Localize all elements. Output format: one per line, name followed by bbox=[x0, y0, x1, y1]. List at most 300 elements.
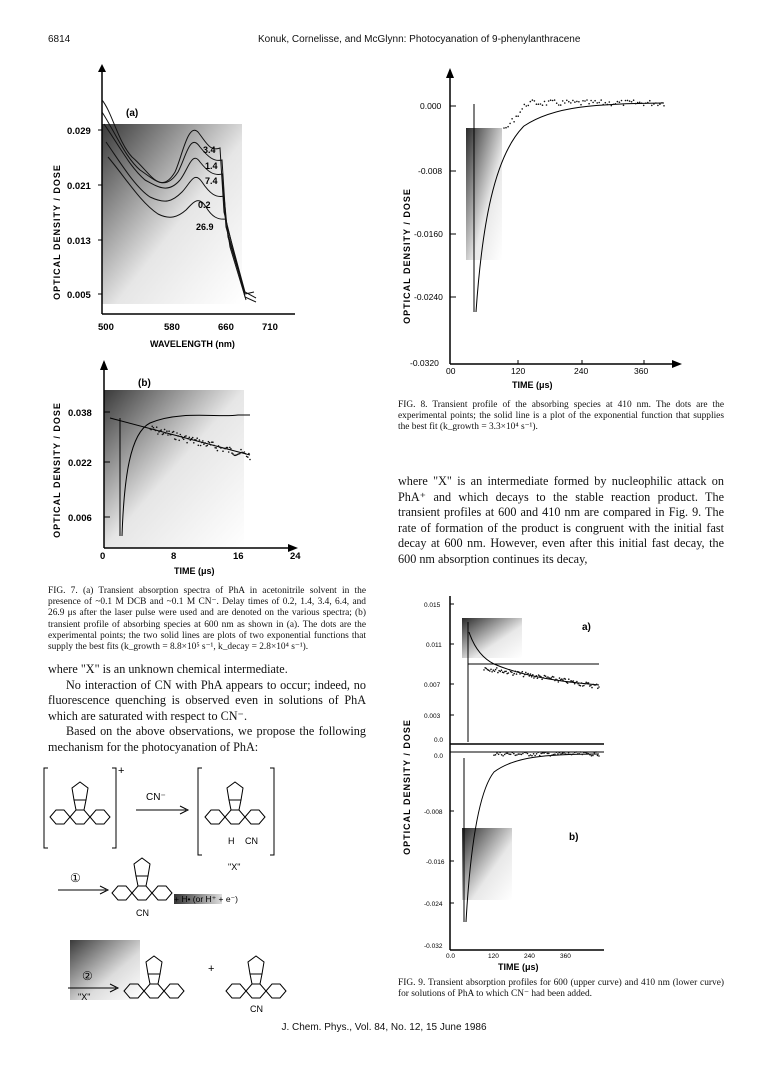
running-header bbox=[48, 34, 728, 48]
data-point bbox=[528, 105, 530, 107]
data-point bbox=[562, 679, 564, 681]
data-point bbox=[560, 753, 562, 755]
data-point bbox=[160, 429, 162, 431]
data-point bbox=[495, 669, 497, 671]
x-tick-label: 0.0 bbox=[446, 953, 456, 960]
data-point bbox=[187, 438, 189, 440]
data-point bbox=[213, 445, 215, 447]
data-point bbox=[202, 440, 204, 442]
data-point bbox=[592, 102, 594, 104]
data-point bbox=[574, 683, 576, 685]
data-point bbox=[594, 100, 596, 102]
step-2-marker: ② bbox=[82, 969, 93, 983]
y-tick-label: 0.006 bbox=[68, 513, 92, 524]
data-point bbox=[543, 752, 545, 754]
data-point bbox=[516, 673, 518, 675]
data-point bbox=[554, 753, 556, 755]
data-point bbox=[533, 753, 535, 755]
data-point bbox=[203, 443, 205, 445]
data-point bbox=[531, 755, 533, 757]
data-point bbox=[580, 751, 582, 753]
figure-8-caption: FIG. 8. Transient profile of the absorbing species at 410 nm. The dots are the experimental points; the solid line is a plot of the exponential function that supplies the best fit (k_growth = 3.3×10⁴ s⁻¹). bbox=[398, 400, 724, 433]
data-point bbox=[578, 101, 580, 103]
data-point bbox=[524, 104, 526, 106]
data-point bbox=[530, 101, 532, 103]
data-point bbox=[545, 751, 547, 753]
data-point bbox=[537, 677, 539, 679]
data-point bbox=[511, 672, 513, 674]
data-point bbox=[532, 674, 534, 676]
data-point bbox=[598, 686, 600, 688]
data-point bbox=[542, 752, 544, 754]
data-point bbox=[600, 99, 602, 101]
paragraph: Based on the above observations, we propose the following mechanism for the photocyanation of PhA: bbox=[48, 724, 366, 754]
data-point bbox=[185, 435, 187, 437]
data-point bbox=[534, 100, 536, 102]
data-point bbox=[171, 434, 173, 436]
data-point bbox=[586, 99, 588, 101]
step-2-label: "X" bbox=[78, 992, 91, 1002]
left-column-text bbox=[48, 662, 366, 755]
y-axis-label: OPTICAL DENSITY / DOSE bbox=[52, 164, 62, 300]
data-point bbox=[619, 101, 621, 103]
data-point bbox=[503, 127, 505, 129]
x-tick-label: 360 bbox=[560, 953, 571, 960]
data-point bbox=[249, 459, 251, 461]
step-1-marker: ① bbox=[70, 871, 81, 885]
data-point bbox=[635, 103, 637, 105]
figure-9-caption: FIG. 9. Transient absorption profiles for 600 (upper curve) and 410 nm (lower curve) for solutions of PhA to which CN⁻ had been added. bbox=[398, 978, 724, 1000]
figure-8 bbox=[394, 66, 694, 396]
data-point bbox=[229, 447, 231, 449]
data-point bbox=[199, 439, 201, 441]
data-point bbox=[531, 676, 533, 678]
y-axis-arrow bbox=[446, 68, 454, 78]
scan-shade bbox=[104, 390, 244, 548]
data-point bbox=[512, 674, 514, 676]
data-point bbox=[518, 753, 520, 755]
data-point bbox=[165, 432, 167, 434]
right-bracket bbox=[112, 768, 116, 848]
data-point bbox=[525, 672, 527, 674]
data-point bbox=[247, 456, 249, 458]
data-point bbox=[517, 115, 519, 117]
data-point bbox=[588, 103, 590, 105]
data-point bbox=[588, 753, 590, 755]
data-point bbox=[519, 111, 521, 113]
data-point bbox=[173, 431, 175, 433]
data-point bbox=[643, 105, 645, 107]
data-point bbox=[637, 102, 639, 104]
data-point bbox=[575, 751, 577, 753]
scan-shade bbox=[462, 828, 512, 900]
y-axis-label: OPTICAL DENSITY / DOSE bbox=[402, 188, 412, 324]
data-point bbox=[198, 445, 200, 447]
data-point bbox=[182, 437, 184, 439]
data-point bbox=[496, 667, 498, 669]
data-point bbox=[501, 669, 503, 671]
data-point bbox=[532, 99, 534, 101]
data-point bbox=[507, 126, 509, 128]
data-point bbox=[649, 100, 651, 102]
data-point bbox=[583, 685, 585, 687]
reagent-label: CN⁻ bbox=[146, 792, 166, 803]
data-point bbox=[639, 102, 641, 104]
data-point bbox=[493, 669, 495, 671]
paragraph: where "X" is an intermediate formed by nucleophilic attack on PhA⁺ and which decays to the stable reaction product. The transient profiles at 600 and 410 nm are compared in Fig. 9. The rate of formation of the product is congruent with the initial fast decay at 600 nm. However, even after this initial fast decay, the 600 nm absorption continues its decay, bbox=[398, 474, 724, 566]
cn-label: CN bbox=[245, 836, 258, 846]
data-point bbox=[515, 755, 517, 757]
data-point bbox=[554, 680, 556, 682]
data-point bbox=[167, 434, 169, 436]
x-tick-label: 240 bbox=[524, 953, 535, 960]
x-tick-label: 8 bbox=[171, 551, 177, 562]
data-point bbox=[494, 671, 496, 673]
data-point bbox=[540, 753, 542, 755]
data-point bbox=[562, 752, 564, 754]
data-point bbox=[153, 427, 155, 429]
data-point bbox=[598, 102, 600, 104]
paragraph: No interaction of CN with PhA appears to occur; indeed, no fluorescence quenching is observed even in solutions of PhA which are saturated with respect to CN⁻. bbox=[48, 677, 366, 723]
panel-label: (a) bbox=[126, 108, 139, 119]
data-point bbox=[558, 681, 560, 683]
data-point bbox=[493, 754, 495, 756]
right-column-text bbox=[398, 474, 724, 567]
data-point bbox=[156, 426, 158, 428]
data-point bbox=[181, 436, 183, 438]
data-point bbox=[550, 755, 552, 757]
data-point bbox=[155, 430, 157, 432]
data-point bbox=[168, 430, 170, 432]
data-point bbox=[511, 118, 513, 120]
data-point bbox=[550, 99, 552, 101]
data-point bbox=[542, 104, 544, 106]
data-point bbox=[201, 442, 203, 444]
x-axis-label: WAVELENGTH (nm) bbox=[150, 339, 235, 349]
data-point bbox=[556, 751, 558, 753]
data-point bbox=[552, 100, 554, 102]
y-tick-label: 0.000 bbox=[420, 101, 442, 111]
x-tick-label: 360 bbox=[634, 366, 649, 376]
running-title: Konuk, Cornelisse, and McGlynn: Photocyanation of 9-phenylanthracene bbox=[258, 34, 581, 45]
data-point bbox=[556, 102, 558, 104]
x-tick-label: 500 bbox=[98, 322, 114, 333]
data-point bbox=[525, 752, 527, 754]
y-tick-label: 0.005 bbox=[67, 290, 91, 301]
x-tick-label: 00 bbox=[446, 366, 456, 376]
y-axis-label: OPTICAL DENSITY / DOSE bbox=[52, 402, 62, 538]
data-point bbox=[657, 105, 659, 107]
data-point bbox=[195, 439, 197, 441]
data-point bbox=[230, 448, 232, 450]
data-point bbox=[627, 100, 629, 102]
data-point bbox=[522, 671, 524, 673]
data-point bbox=[527, 673, 529, 675]
data-point bbox=[590, 100, 592, 102]
y-tick-label: -0.0160 bbox=[414, 229, 443, 239]
data-point bbox=[584, 100, 586, 102]
data-point bbox=[585, 752, 587, 754]
data-point bbox=[519, 753, 521, 755]
phenylanthracene-structure bbox=[50, 782, 110, 824]
data-point bbox=[605, 102, 607, 104]
data-point bbox=[530, 673, 532, 675]
data-point bbox=[663, 105, 665, 107]
y-tick-label: 0.0 bbox=[434, 737, 444, 744]
data-point bbox=[522, 753, 524, 755]
data-point bbox=[178, 440, 180, 442]
data-point bbox=[186, 442, 188, 444]
data-point bbox=[240, 449, 242, 451]
data-point bbox=[505, 753, 507, 755]
data-point bbox=[200, 445, 202, 447]
data-point bbox=[661, 102, 663, 104]
journal-footer: J. Chem. Phys., Vol. 84, No. 12, 15 June 1986 bbox=[281, 1022, 487, 1033]
data-point bbox=[551, 755, 553, 757]
data-point bbox=[655, 102, 657, 104]
data-point bbox=[597, 688, 599, 690]
x-tick-label: 16 bbox=[233, 551, 244, 562]
data-point bbox=[192, 437, 194, 439]
data-point bbox=[621, 100, 623, 102]
page-number: 6814 bbox=[48, 34, 71, 45]
y-tick-label: -0.016 bbox=[426, 859, 445, 866]
data-point bbox=[222, 450, 224, 452]
data-point bbox=[576, 101, 578, 103]
data-point bbox=[491, 671, 493, 673]
data-point bbox=[207, 445, 209, 447]
data-point bbox=[527, 753, 529, 755]
data-point bbox=[584, 683, 586, 685]
y-axis-arrow bbox=[100, 360, 108, 370]
data-point bbox=[577, 753, 579, 755]
data-point bbox=[513, 673, 515, 675]
curve-label: 1.4 bbox=[205, 161, 218, 171]
data-point bbox=[558, 104, 560, 106]
intermediate-structure bbox=[205, 782, 265, 824]
data-point bbox=[486, 668, 488, 670]
data-point bbox=[611, 105, 613, 107]
data-point bbox=[245, 453, 247, 455]
scan-shade bbox=[102, 124, 242, 304]
data-point bbox=[564, 102, 566, 104]
data-point bbox=[504, 754, 506, 756]
data-point bbox=[607, 104, 609, 106]
data-point bbox=[590, 685, 592, 687]
data-point bbox=[516, 754, 518, 756]
h-label: H bbox=[228, 836, 235, 846]
data-point bbox=[557, 753, 559, 755]
x-tick-label: 240 bbox=[574, 366, 589, 376]
data-point bbox=[536, 753, 538, 755]
data-point bbox=[509, 123, 511, 125]
data-point bbox=[596, 684, 598, 686]
x-tick-label: 580 bbox=[164, 322, 180, 333]
paragraph: where "X" is an unknown chemical intermediate. bbox=[48, 662, 288, 676]
data-point bbox=[542, 677, 544, 679]
data-point bbox=[580, 685, 582, 687]
data-point bbox=[586, 752, 588, 754]
y-tick-label: 0.011 bbox=[426, 642, 442, 649]
data-point bbox=[653, 103, 655, 105]
data-point bbox=[523, 676, 525, 678]
data-point bbox=[196, 437, 198, 439]
data-point bbox=[597, 755, 599, 757]
cn-label: CN bbox=[136, 908, 149, 918]
data-point bbox=[501, 754, 503, 756]
curve-label: 7.4 bbox=[205, 176, 218, 186]
data-point bbox=[505, 127, 507, 129]
data-point bbox=[556, 679, 558, 681]
data-point bbox=[513, 121, 515, 123]
data-point bbox=[502, 755, 504, 757]
data-point bbox=[244, 451, 246, 453]
cyano-product-structure bbox=[226, 956, 286, 998]
x-tick-label: 660 bbox=[218, 322, 234, 333]
data-point bbox=[562, 100, 564, 102]
data-point bbox=[227, 447, 229, 449]
scan-shade bbox=[70, 940, 140, 1000]
data-point bbox=[568, 678, 570, 680]
data-point bbox=[521, 754, 523, 756]
data-point bbox=[507, 753, 509, 755]
data-point bbox=[574, 752, 576, 754]
data-point bbox=[645, 102, 647, 104]
data-point bbox=[151, 426, 153, 428]
y-axis-arrow bbox=[98, 64, 106, 72]
cation-charge: + bbox=[118, 765, 125, 777]
data-point bbox=[589, 754, 591, 756]
data-point bbox=[497, 672, 499, 674]
data-point bbox=[515, 115, 517, 117]
data-point bbox=[524, 752, 526, 754]
figure-9 bbox=[394, 592, 714, 972]
data-point bbox=[510, 754, 512, 756]
data-point bbox=[625, 100, 627, 102]
data-point bbox=[545, 675, 547, 677]
data-point bbox=[566, 100, 568, 102]
data-point bbox=[521, 108, 523, 110]
y-tick-label: 0.015 bbox=[424, 602, 441, 609]
data-point bbox=[546, 104, 548, 106]
figure-7b bbox=[40, 358, 310, 580]
y-tick-label: 0.0 bbox=[434, 753, 444, 760]
data-point bbox=[526, 105, 528, 107]
data-point bbox=[212, 441, 214, 443]
data-point bbox=[520, 672, 522, 674]
data-point bbox=[164, 429, 166, 431]
y-tick-label: 0.003 bbox=[424, 713, 441, 720]
y-tick-label: 0.022 bbox=[68, 458, 92, 469]
data-point bbox=[582, 754, 584, 756]
data-point bbox=[551, 677, 553, 679]
data-point bbox=[553, 754, 555, 756]
y-tick-label: -0.0320 bbox=[410, 358, 439, 368]
data-point bbox=[588, 682, 590, 684]
data-point bbox=[582, 100, 584, 102]
data-point bbox=[581, 682, 583, 684]
data-point bbox=[591, 687, 593, 689]
data-point bbox=[565, 678, 567, 680]
x-tick-label: 710 bbox=[262, 322, 278, 333]
x-tick-label: 120 bbox=[488, 953, 499, 960]
data-point bbox=[594, 752, 596, 754]
data-point bbox=[512, 752, 514, 754]
data-point bbox=[583, 752, 585, 754]
curve-label: 0.2 bbox=[198, 200, 211, 210]
data-point bbox=[623, 105, 625, 107]
y-tick-label: -0.0240 bbox=[414, 292, 443, 302]
data-point bbox=[180, 434, 182, 436]
data-point bbox=[602, 104, 604, 106]
data-point bbox=[204, 442, 206, 444]
data-point bbox=[536, 103, 538, 105]
growth-fit-line bbox=[476, 103, 664, 312]
reaction-scheme bbox=[40, 760, 370, 1022]
data-point bbox=[647, 102, 649, 104]
data-point bbox=[548, 100, 550, 102]
data-point bbox=[248, 453, 250, 455]
data-point bbox=[596, 102, 598, 104]
y-tick-label: -0.008 bbox=[424, 809, 443, 816]
data-point bbox=[483, 669, 485, 671]
data-point bbox=[505, 671, 507, 673]
left-bracket bbox=[198, 768, 202, 855]
data-point bbox=[534, 755, 536, 757]
data-point bbox=[210, 444, 212, 446]
scan-shade bbox=[466, 128, 502, 260]
x-tick-label: 24 bbox=[290, 551, 301, 562]
data-point bbox=[537, 752, 539, 754]
data-point bbox=[499, 752, 501, 754]
data-point bbox=[239, 453, 241, 455]
data-point bbox=[228, 451, 230, 453]
data-point bbox=[566, 754, 568, 756]
data-point bbox=[495, 754, 497, 756]
y-tick-label: 0.029 bbox=[67, 126, 91, 137]
data-point bbox=[498, 754, 500, 756]
data-point bbox=[576, 681, 578, 683]
data-point bbox=[217, 450, 219, 452]
data-point bbox=[572, 100, 574, 102]
data-point bbox=[591, 755, 593, 757]
data-point bbox=[536, 675, 538, 677]
data-point bbox=[560, 104, 562, 106]
data-point bbox=[530, 754, 532, 756]
data-point bbox=[559, 677, 561, 679]
y-tick-label: 0.013 bbox=[67, 236, 91, 247]
step-1-byproduct: + H• (or H⁺ + e⁻) bbox=[174, 894, 238, 904]
data-point bbox=[570, 102, 572, 104]
data-point bbox=[573, 680, 575, 682]
data-point bbox=[574, 101, 576, 103]
data-point bbox=[540, 103, 542, 105]
data-point bbox=[221, 447, 223, 449]
data-point bbox=[633, 99, 635, 101]
figure-7a bbox=[40, 62, 310, 357]
y-tick-label: -0.024 bbox=[424, 901, 443, 908]
data-point bbox=[183, 439, 185, 441]
data-point bbox=[568, 101, 570, 103]
data-point bbox=[578, 753, 580, 755]
data-point bbox=[166, 430, 168, 432]
panel-label: (b) bbox=[138, 378, 151, 389]
data-point bbox=[489, 670, 491, 672]
data-point bbox=[503, 672, 505, 674]
data-point bbox=[176, 432, 178, 434]
y-axis-label: OPTICAL DENSITY / DOSE bbox=[402, 719, 412, 855]
intermediate-x-label: "X" bbox=[228, 862, 241, 872]
